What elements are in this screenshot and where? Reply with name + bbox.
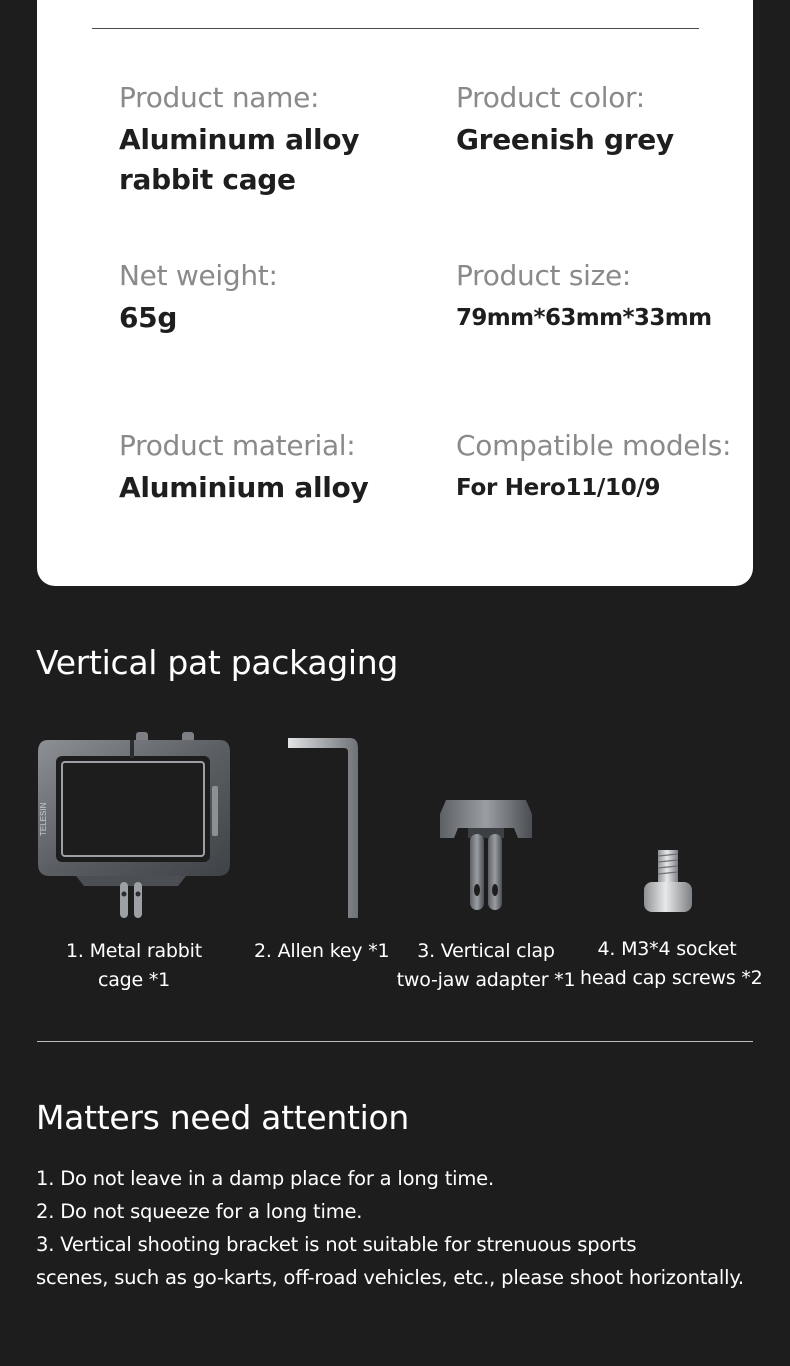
caption-line: 1. Metal rabbit (66, 940, 202, 962)
spec-value: Aluminium alloy (119, 471, 369, 504)
spec-value: Greenish grey (456, 123, 674, 156)
attention-title: Matters need attention (36, 1098, 410, 1137)
note-line: scenes, such as go-karts, off-road vehicles, etc., please shoot horizontally. (36, 1266, 744, 1289)
cage-engraving: TELESIN (39, 802, 48, 836)
packaging-item-cage (36, 728, 232, 928)
two-jaw-adapter-icon (436, 728, 536, 920)
caption-line: two-jaw adapter *1 (396, 969, 576, 991)
note-line: 1. Do not leave in a damp place for a long time. (36, 1167, 494, 1190)
item-caption-4 (580, 935, 763, 993)
rabbit-cage-icon (36, 728, 232, 920)
note-line: 3. Vertical shooting bracket is not suitable for strenuous sports (36, 1233, 637, 1256)
allen-key-icon (282, 728, 372, 920)
item-caption-1 (36, 937, 232, 995)
spec-label: Compatible models: (456, 429, 732, 462)
spec-label: Product name: (119, 81, 320, 114)
spec-label: Product material: (119, 429, 356, 462)
caption-line: head cap screws *2 (580, 967, 763, 989)
spec-value (119, 120, 419, 200)
spec-label: Product size: (456, 259, 632, 292)
note-line: 2. Do not squeeze for a long time. (36, 1200, 363, 1223)
spec-value: 79mm*63mm*33mm (456, 305, 712, 331)
spec-compatible-models (456, 428, 756, 508)
spec-label: Product color: (456, 81, 645, 114)
card-divider (92, 28, 699, 29)
spec-product-color (456, 80, 756, 160)
caption-line: 3. Vertical clap (417, 940, 555, 962)
section-divider (37, 1041, 753, 1042)
spec-product-material (119, 428, 419, 508)
spec-card (37, 0, 753, 586)
item-caption-2 (254, 937, 388, 966)
spec-value-line: Aluminum alloy (119, 123, 360, 156)
packaging-title: Vertical pat packaging (36, 643, 399, 682)
attention-notes (36, 1162, 766, 1294)
caption-line: cage *1 (97, 969, 171, 991)
packaging-item-allen-key (282, 728, 372, 928)
caption-line: 4. M3*4 socket (597, 938, 737, 960)
spec-product-name (119, 80, 419, 200)
socket-screw-icon (640, 728, 696, 920)
packaging-item-adapter (436, 728, 536, 928)
spec-value-line: rabbit cage (119, 163, 296, 196)
caption-line: 2. Allen key *1 (254, 940, 390, 962)
spec-value: 65g (119, 301, 178, 334)
item-caption-3 (396, 937, 576, 995)
spec-net-weight (119, 258, 419, 338)
spec-value: For Hero11/10/9 (456, 475, 661, 501)
packaging-item-screw (640, 728, 696, 928)
spec-product-size (456, 258, 756, 338)
spec-label: Net weight: (119, 259, 278, 292)
